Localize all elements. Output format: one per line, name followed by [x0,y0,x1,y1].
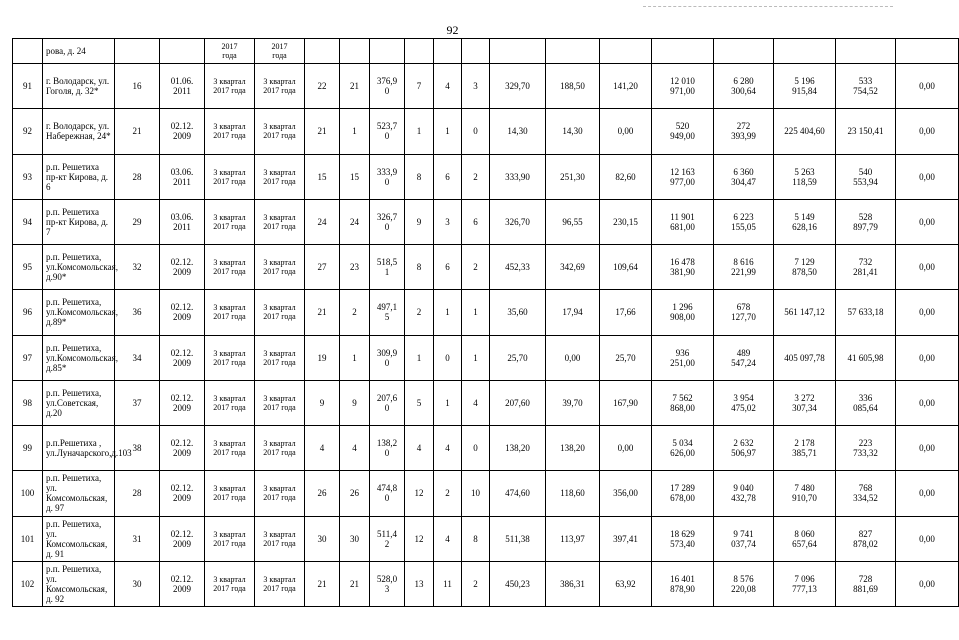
cell-year: 21 [115,109,160,154]
cell-area-total: 511,38 [490,516,546,561]
cell-count-4: 1 [434,109,462,154]
cell-number: 95 [13,245,43,290]
cell-date: 02.12. 2009 [160,516,205,561]
cell-count-5: 10 [462,471,490,516]
cell-count-1: 24 [305,199,340,244]
table-row [13,39,959,64]
cell-area-part-2: 17,66 [600,290,652,335]
cell-sum-part-1: 6 360 304,47 [714,154,774,199]
cell-number: 102 [13,561,43,606]
cell-count-1: 22 [305,64,340,109]
cell-address: р.п. Решетиха, ул.Комсомольская, д.85* [43,335,115,380]
cell-sum-part-2: 7 096 777,13 [774,561,836,606]
cell-address: р.п. Решетиха, ул.Комсомольская, д.89* [43,290,115,335]
cell-count-4: 3 [434,199,462,244]
cell-quarter-start: 3 квартал 2017 года [205,380,255,425]
table-row [13,245,959,290]
cell-sum-part-3: 528 897,79 [836,199,896,244]
cell-date: 02.12. 2009 [160,561,205,606]
cell-area: 326,7 0 [370,199,405,244]
cell-area-part-1: 96,55 [546,199,600,244]
cell-quarter-start: 3 квартал 2017 года [205,64,255,109]
cell-sum-part-3: 533 754,52 [836,64,896,109]
cell-sum-part-2: 5 263 118,59 [774,154,836,199]
cell-address: р.п. Решетиха, ул.Комсомольская, д.90* [43,245,115,290]
cell-count-1: 19 [305,335,340,380]
cell-address: р.п. Решетиха, ул. Комсомольская, д. 91 [43,516,115,561]
cell-area-part-1: 188,50 [546,64,600,109]
cell-quarter-end: 3 квартал 2017 года [255,335,305,380]
housing-table [12,38,959,607]
cell-year: 29 [115,199,160,244]
cell-sum-part-1: 678 127,70 [714,290,774,335]
cell-sum-part-3: 57 633,18 [836,290,896,335]
cell-sum-part-1: 3 954 475,02 [714,380,774,425]
cell-quarter-end: 2017 года [255,39,305,64]
cell-year: 36 [115,290,160,335]
cell-quarter-start: 3 квартал 2017 года [205,335,255,380]
cell-count-5: 8 [462,516,490,561]
cell-sum-part-3: 41 605,98 [836,335,896,380]
cell-empty [600,39,652,64]
cell-sum-part-3: 827 878,02 [836,516,896,561]
cell-count-5: 4 [462,380,490,425]
cell-empty [652,39,714,64]
cell-quarter-end: 3 квартал 2017 года [255,290,305,335]
cell-address: р.п. Решетиха пр-кт Кирова, д. 6 [43,154,115,199]
cell-count-2: 21 [340,64,370,109]
cell-area: 333,9 0 [370,154,405,199]
cell-area: 207,6 0 [370,380,405,425]
cell-count-2: 4 [340,426,370,471]
cell-address: р.п.Решетиха , ул.Луначарского,д.103 [43,426,115,471]
cell-sum-total: 520 949,00 [652,109,714,154]
cell-zero: 0,00 [896,109,959,154]
cell-zero: 0,00 [896,471,959,516]
cell-count-3: 1 [405,335,434,380]
cell-count-3: 13 [405,561,434,606]
cell-quarter-end: 3 квартал 2017 года [255,561,305,606]
cell-empty [714,39,774,64]
cell-area: 511,4 2 [370,516,405,561]
cell-date: 02.12. 2009 [160,109,205,154]
cell-count-4: 6 [434,154,462,199]
cell-zero: 0,00 [896,516,959,561]
table-row [13,64,959,109]
cell-zero: 0,00 [896,154,959,199]
cell-zero: 0,00 [896,64,959,109]
cell-address: рова, д. 24 [43,39,115,64]
cell-date: 02.12. 2009 [160,426,205,471]
page-top-mark [643,6,893,9]
cell-count-1: 27 [305,245,340,290]
cell-quarter-end: 3 квартал 2017 года [255,245,305,290]
cell-sum-part-1: 8 576 220,08 [714,561,774,606]
cell-area-part-1: 386,31 [546,561,600,606]
cell-address: р.п. Решетиха, ул. Комсомольская, д. 92 [43,561,115,606]
cell-year: 34 [115,335,160,380]
cell-area-part-2: 63,92 [600,561,652,606]
cell-count-2: 9 [340,380,370,425]
cell-quarter-start: 2017 года [205,39,255,64]
cell-empty [774,39,836,64]
cell-sum-part-3: 223 733,32 [836,426,896,471]
cell-area-total: 14,30 [490,109,546,154]
cell-count-1: 21 [305,561,340,606]
table-row [13,109,959,154]
cell-area-part-1: 17,94 [546,290,600,335]
cell-year: 32 [115,245,160,290]
cell-quarter-end: 3 квартал 2017 года [255,426,305,471]
cell-area-part-1: 39,70 [546,380,600,425]
cell-sum-part-2: 225 404,60 [774,109,836,154]
cell-zero: 0,00 [896,426,959,471]
cell-sum-total: 16 478 381,90 [652,245,714,290]
cell-zero: 0,00 [896,290,959,335]
cell-count-5: 2 [462,245,490,290]
cell-empty [370,39,405,64]
cell-area-part-2: 82,60 [600,154,652,199]
cell-sum-total: 936 251,00 [652,335,714,380]
cell-address: р.п. Решетиха, ул. Комсомольская, д. 97 [43,471,115,516]
cell-quarter-end: 3 квартал 2017 года [255,516,305,561]
cell-quarter-end: 3 квартал 2017 года [255,380,305,425]
cell-quarter-start: 3 квартал 2017 года [205,516,255,561]
cell-area-part-2: 230,15 [600,199,652,244]
cell-count-4: 0 [434,335,462,380]
cell-number: 97 [13,335,43,380]
cell-date: 02.12. 2009 [160,380,205,425]
cell-zero: 0,00 [896,561,959,606]
table-row [13,335,959,380]
cell-count-4: 4 [434,516,462,561]
cell-date: 02.12. 2009 [160,290,205,335]
cell-sum-part-1: 6 280 300,64 [714,64,774,109]
cell-year: 30 [115,561,160,606]
cell-count-5: 1 [462,335,490,380]
cell-area-total: 25,70 [490,335,546,380]
cell-number: 96 [13,290,43,335]
table-row [13,561,959,606]
cell-sum-part-2: 7 129 878,50 [774,245,836,290]
cell-count-3: 2 [405,290,434,335]
cell-sum-part-2: 5 196 915,84 [774,64,836,109]
cell-address: р.п. Решетиха, ул.Советская, д.20 [43,380,115,425]
cell-empty [160,39,205,64]
cell-area-part-2: 356,00 [600,471,652,516]
cell-count-4: 1 [434,380,462,425]
cell-year: 28 [115,154,160,199]
cell-area: 518,5 1 [370,245,405,290]
cell-area-part-2: 0,00 [600,426,652,471]
cell-quarter-end: 3 квартал 2017 года [255,199,305,244]
cell-count-2: 1 [340,109,370,154]
cell-sum-part-3: 23 150,41 [836,109,896,154]
cell-address: г. Володарск, ул. Гоголя, д. 32* [43,64,115,109]
cell-date: 03.06. 2011 [160,199,205,244]
table-row [13,199,959,244]
cell-number: 91 [13,64,43,109]
cell-sum-part-1: 272 393,99 [714,109,774,154]
cell-sum-total: 12 163 977,00 [652,154,714,199]
cell-number: 94 [13,199,43,244]
cell-empty [305,39,340,64]
cell-quarter-start: 3 квартал 2017 года [205,290,255,335]
cell-sum-part-2: 3 272 307,34 [774,380,836,425]
cell-number: 100 [13,471,43,516]
cell-sum-part-3: 336 085,64 [836,380,896,425]
cell-count-2: 1 [340,335,370,380]
cell-count-4: 4 [434,64,462,109]
cell-count-3: 8 [405,245,434,290]
cell-year: 28 [115,471,160,516]
cell-count-4: 4 [434,426,462,471]
cell-sum-part-2: 7 480 910,70 [774,471,836,516]
table-row [13,154,959,199]
cell-count-5: 2 [462,561,490,606]
cell-quarter-start: 3 квартал 2017 года [205,154,255,199]
cell-count-4: 1 [434,290,462,335]
cell-sum-part-1: 6 223 155,05 [714,199,774,244]
cell-area: 523,7 0 [370,109,405,154]
cell-empty [490,39,546,64]
cell-count-2: 30 [340,516,370,561]
cell-quarter-start: 3 квартал 2017 года [205,199,255,244]
cell-area: 309,9 0 [370,335,405,380]
cell-count-2: 26 [340,471,370,516]
cell-date: 02.12. 2009 [160,471,205,516]
cell-count-2: 2 [340,290,370,335]
cell-number: 99 [13,426,43,471]
table-row [13,471,959,516]
cell-area-part-2: 25,70 [600,335,652,380]
table-row [13,426,959,471]
cell-count-3: 4 [405,426,434,471]
cell-count-3: 9 [405,199,434,244]
cell-quarter-start: 3 квартал 2017 года [205,426,255,471]
cell-count-4: 11 [434,561,462,606]
cell-sum-part-2: 8 060 657,64 [774,516,836,561]
cell-area-part-1: 118,60 [546,471,600,516]
cell-sum-part-3: 728 881,69 [836,561,896,606]
cell-quarter-end: 3 квартал 2017 года [255,109,305,154]
cell-empty [115,39,160,64]
cell-count-5: 2 [462,154,490,199]
cell-sum-part-3: 540 553,94 [836,154,896,199]
cell-date: 02.12. 2009 [160,335,205,380]
cell-number: 92 [13,109,43,154]
cell-area-part-1: 251,30 [546,154,600,199]
cell-quarter-start: 3 квартал 2017 года [205,245,255,290]
cell-sum-part-2: 405 097,78 [774,335,836,380]
cell-sum-part-2: 2 178 385,71 [774,426,836,471]
cell-sum-part-2: 561 147,12 [774,290,836,335]
cell-sum-part-1: 489 547,24 [714,335,774,380]
cell-area-part-1: 0,00 [546,335,600,380]
cell-sum-part-1: 9 741 037,74 [714,516,774,561]
cell-area-part-2: 141,20 [600,64,652,109]
cell-quarter-start: 3 квартал 2017 года [205,471,255,516]
cell-address: р.п. Решетиха пр-кт Кирова, д. 7 [43,199,115,244]
cell-date: 02.12. 2009 [160,245,205,290]
cell-count-3: 12 [405,516,434,561]
cell-area-part-2: 0,00 [600,109,652,154]
cell-year: 38 [115,426,160,471]
cell-number: 98 [13,380,43,425]
cell-area-total: 138,20 [490,426,546,471]
cell-count-1: 4 [305,426,340,471]
cell-area-total: 329,70 [490,64,546,109]
cell-count-5: 1 [462,290,490,335]
cell-area: 376,9 0 [370,64,405,109]
cell-count-3: 12 [405,471,434,516]
cell-zero: 0,00 [896,380,959,425]
cell-area-total: 333,90 [490,154,546,199]
cell-area-total: 474,60 [490,471,546,516]
cell-count-1: 15 [305,154,340,199]
cell-count-3: 5 [405,380,434,425]
cell-empty [896,39,959,64]
cell-count-1: 30 [305,516,340,561]
cell-sum-total: 5 034 626,00 [652,426,714,471]
table-row [13,516,959,561]
cell-sum-part-1: 8 616 221,99 [714,245,774,290]
cell-empty [462,39,490,64]
cell-sum-part-1: 9 040 432,78 [714,471,774,516]
cell-quarter-start: 3 квартал 2017 года [205,109,255,154]
cell-address: г. Володарск, ул. Набережная, 24* [43,109,115,154]
cell-zero: 0,00 [896,199,959,244]
cell-area: 528,0 3 [370,561,405,606]
cell-count-1: 21 [305,109,340,154]
cell-sum-part-1: 2 632 506,97 [714,426,774,471]
cell-year: 37 [115,380,160,425]
cell-quarter-end: 3 квартал 2017 года [255,471,305,516]
cell-number [13,39,43,64]
cell-sum-part-3: 768 334,52 [836,471,896,516]
cell-count-3: 1 [405,109,434,154]
cell-sum-total: 17 289 678,00 [652,471,714,516]
cell-area: 138,2 0 [370,426,405,471]
cell-sum-part-2: 5 149 628,16 [774,199,836,244]
cell-count-1: 21 [305,290,340,335]
cell-sum-total: 12 010 971,00 [652,64,714,109]
cell-count-3: 8 [405,154,434,199]
cell-area-part-1: 138,20 [546,426,600,471]
cell-empty [836,39,896,64]
cell-empty [434,39,462,64]
cell-zero: 0,00 [896,335,959,380]
table-row [13,290,959,335]
cell-quarter-start: 3 квартал 2017 года [205,561,255,606]
cell-area-total: 450,23 [490,561,546,606]
cell-sum-total: 7 562 868,00 [652,380,714,425]
cell-number: 93 [13,154,43,199]
cell-count-5: 0 [462,109,490,154]
cell-count-1: 9 [305,380,340,425]
cell-sum-total: 16 401 878,90 [652,561,714,606]
cell-zero: 0,00 [896,245,959,290]
cell-area-total: 35,60 [490,290,546,335]
cell-empty [546,39,600,64]
cell-area-part-1: 14,30 [546,109,600,154]
cell-count-2: 24 [340,199,370,244]
cell-count-1: 26 [305,471,340,516]
cell-area-part-1: 113,97 [546,516,600,561]
page-number: 92 [446,23,459,37]
cell-empty [405,39,434,64]
cell-area-part-2: 109,64 [600,245,652,290]
cell-sum-total: 11 901 681,00 [652,199,714,244]
cell-area-part-2: 397,41 [600,516,652,561]
cell-area-total: 207,60 [490,380,546,425]
cell-sum-part-3: 732 281,41 [836,245,896,290]
cell-date: 03.06. 2011 [160,154,205,199]
cell-year: 31 [115,516,160,561]
cell-number: 101 [13,516,43,561]
cell-year: 16 [115,64,160,109]
cell-area-part-2: 167,90 [600,380,652,425]
cell-area-part-1: 342,69 [546,245,600,290]
cell-count-5: 6 [462,199,490,244]
cell-count-3: 7 [405,64,434,109]
cell-quarter-end: 3 квартал 2017 года [255,64,305,109]
cell-area-total: 326,70 [490,199,546,244]
cell-count-2: 15 [340,154,370,199]
cell-area: 497,1 5 [370,290,405,335]
cell-area-total: 452,33 [490,245,546,290]
cell-empty [340,39,370,64]
cell-count-4: 6 [434,245,462,290]
cell-date: 01.06. 2011 [160,64,205,109]
cell-count-2: 23 [340,245,370,290]
cell-quarter-end: 3 квартал 2017 года [255,154,305,199]
cell-count-4: 2 [434,471,462,516]
cell-sum-total: 1 296 908,00 [652,290,714,335]
cell-count-2: 21 [340,561,370,606]
cell-sum-total: 18 629 573,40 [652,516,714,561]
cell-area: 474,8 0 [370,471,405,516]
cell-count-5: 3 [462,64,490,109]
cell-count-5: 0 [462,426,490,471]
table-row [13,380,959,425]
